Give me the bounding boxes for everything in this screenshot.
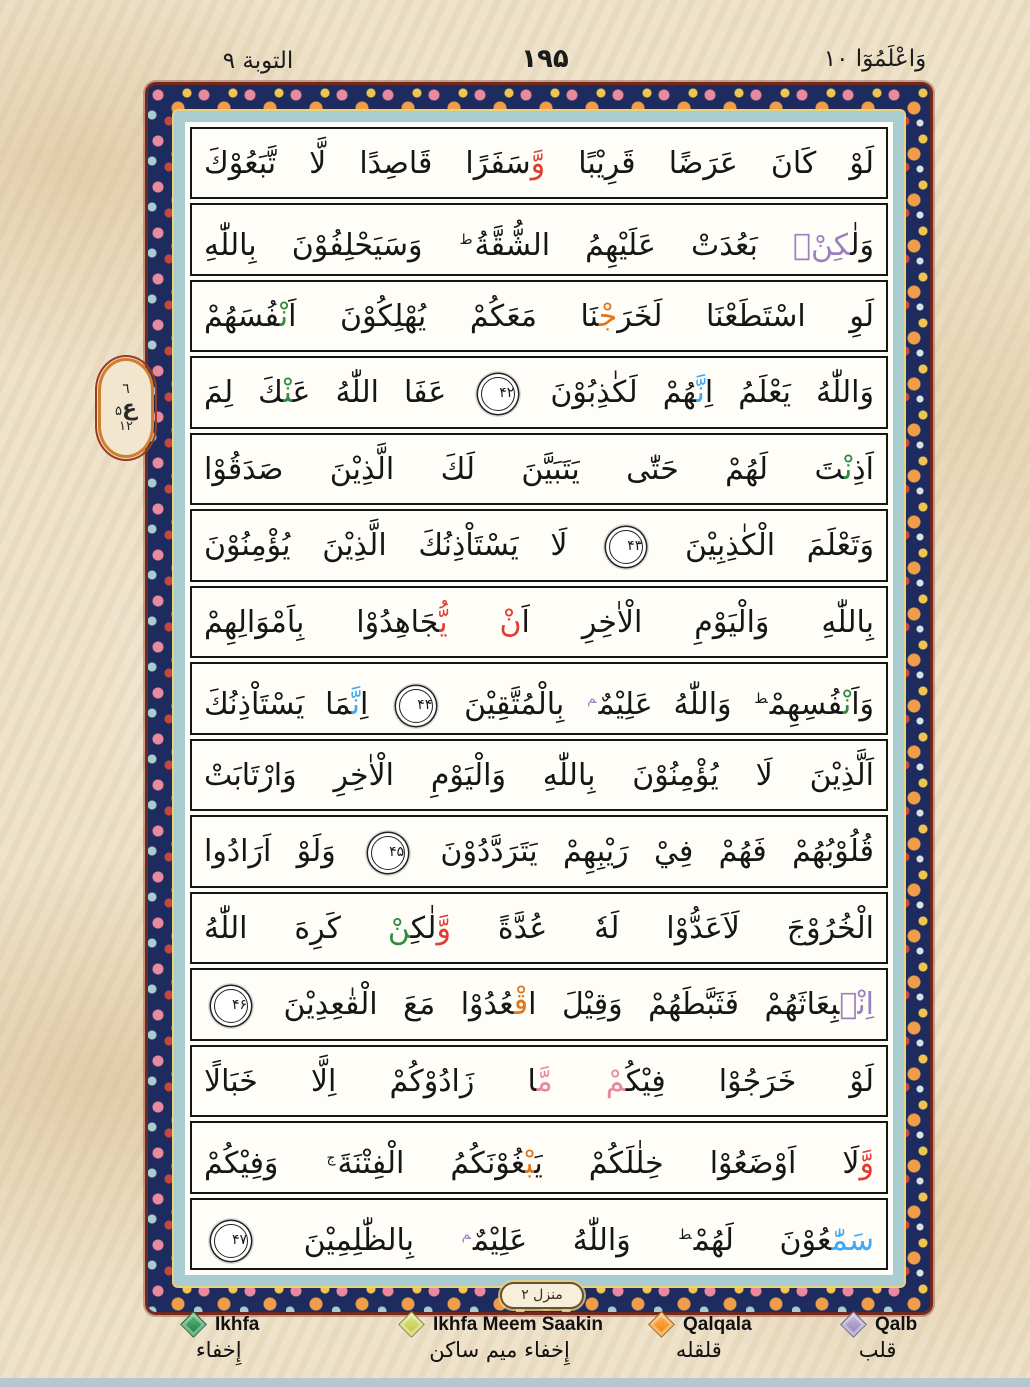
text-segment: وَّ xyxy=(436,910,451,946)
text-segment: نْ‍ xyxy=(843,451,853,487)
legend-label-en: Ikhfa xyxy=(215,1313,260,1335)
text-segment: ‍جَاهِدُوْا بِاَمْوَالِهِمْ xyxy=(204,604,440,640)
legend-item xyxy=(646,1312,752,1362)
text-segment: بِاللّٰهِ وَالْيَوْمِ الْاٰخِرِ اَ xyxy=(521,604,874,640)
legend-label-ar: إِخفاء xyxy=(195,1338,242,1362)
text-segment: وَلٰ‍ xyxy=(850,228,874,264)
text-segment: ‍بْ‍ xyxy=(525,1146,535,1182)
text-segment: نَّ‍ xyxy=(351,687,361,723)
text-segment: بِالظّٰلِمِيْنَ xyxy=(258,1222,460,1258)
legend-row xyxy=(838,1312,917,1337)
text-segment: لَا يَسْتَاْذِنُكَ الَّذِيْنَ يُؤْمِنُوْنَ xyxy=(204,528,600,564)
text-segment: بِالْمُتَّقِيْنَ xyxy=(443,687,586,723)
quran-line xyxy=(190,1198,888,1270)
text-segment: وَسَيَحْلِفُوْنَ بِاللّٰهِ xyxy=(204,228,458,264)
legend-diamond-icon xyxy=(840,1311,867,1338)
text-segment: ‍بِعَاثَهُمْ فَثَبَّطَهُمْ وَقِيْلَ ا xyxy=(528,987,840,1023)
ain-glyph: ع xyxy=(121,395,137,421)
waqf-mark: م xyxy=(461,1226,471,1243)
text-segment: سَمّٰ‍ xyxy=(831,1222,874,1258)
text-segment: وَاَ xyxy=(851,687,875,723)
legend-item xyxy=(178,1312,259,1362)
text-segment: ‍عُدُوْا مَعَ الْقٰعِدِيْنَ xyxy=(258,987,514,1023)
legend-row xyxy=(178,1312,259,1337)
legend-diamond-icon xyxy=(180,1311,207,1338)
text-segment: سَفَرًا قَاصِدًا لَّا تَّبَعُوْكَ xyxy=(204,146,531,181)
verse-number-badge: ۴۶ xyxy=(214,989,248,1023)
text-segment: كَرِهَ اللّٰهُ xyxy=(204,910,388,946)
text-segment: ‍كِنْۢ xyxy=(792,228,851,264)
text-segment: ‍نَا مَعَكُمْ يُهْلِكُوْنَ اَ xyxy=(288,298,599,334)
ain-ruku-marker xyxy=(115,397,137,420)
text-segment: ‍نْ xyxy=(387,910,411,946)
text-segment: اَلَّذِيْنَ لَا يُؤْمِنُوْنَ بِاللّٰهِ وَالْيَوْمِ الْاٰخِرِ وَارْتَابَتْ xyxy=(204,757,874,793)
ruku-number-bottom: ١٢ xyxy=(119,419,133,435)
quran-line xyxy=(190,433,888,505)
legend-diamond-icon xyxy=(398,1311,425,1338)
text-segment: ‍مَا يَسْتَاْذِنُكَ xyxy=(204,687,352,723)
text-segment: لَوْ كَانَ عَرَضًا قَرِيْبًا xyxy=(545,146,874,181)
ruku-margin-medallion xyxy=(98,358,154,458)
verse-number-badge: ۴۳ xyxy=(609,530,643,564)
quran-text-block xyxy=(185,122,893,1275)
text-segment: وَاللّٰهُ يَعْلَمُ اِ xyxy=(704,375,875,411)
text-segment: نْ‍ xyxy=(279,298,289,334)
text-segment: بَعُدَتْ عَلَيْهِمُ الشُّقَّةُ xyxy=(474,228,793,264)
legend-item xyxy=(396,1312,603,1362)
manzil-cartouche: منزل ٢ xyxy=(500,1282,584,1309)
ruku-number-top: ٦ xyxy=(122,381,130,398)
waqf-mark: ط xyxy=(678,1226,692,1243)
legend-label-en: Qalqala xyxy=(683,1313,752,1335)
juz-title: وَاعْلَمُوٓا ١٠ xyxy=(823,46,927,72)
quran-line xyxy=(190,356,888,428)
quran-line xyxy=(190,127,888,199)
legend-row xyxy=(646,1312,752,1337)
text-segment: الْخُرُوْجَ لَاَعَدُّوْا لَهٗ عُدَّةً xyxy=(450,910,874,946)
text-segment: وَّ xyxy=(530,146,546,181)
text-segment: ‍غُوْنَكُمُ الْفِتْنَةَ xyxy=(337,1146,526,1182)
quran-line xyxy=(190,280,888,352)
quran-line xyxy=(190,586,888,658)
legend-label-en: Qalb xyxy=(875,1313,918,1335)
text-segment: قْ‍ xyxy=(513,987,529,1023)
text-segment: ‍فُسَهُمْ xyxy=(204,298,280,334)
quran-line xyxy=(190,739,888,811)
quran-line xyxy=(190,815,888,887)
legend-label-ar: قلب xyxy=(858,1338,897,1362)
text-segment: عَفَا اللّٰهُ عَ‍ xyxy=(292,375,472,411)
verse-number-badge: ۴۴ xyxy=(399,689,433,723)
text-segment: نْ‍ xyxy=(842,687,852,723)
quran-line xyxy=(190,892,888,964)
text-segment: ‍نْ‍ xyxy=(283,375,293,411)
quran-line xyxy=(190,662,888,734)
text-segment: ‍كَ لِمَ xyxy=(204,375,284,411)
waqf-mark: ط xyxy=(459,232,473,249)
text-segment: ‍هُمْ لَكٰذِبُوْنَ xyxy=(525,375,697,411)
text-segment: لَوِ اسْتَطَعْنَا لَخَرَ xyxy=(617,298,874,334)
text-segment: اِ xyxy=(360,687,390,723)
text-segment: وَّ xyxy=(859,1146,874,1182)
text-segment: نْ يُّ‍ xyxy=(439,604,522,640)
scan-edge-strip xyxy=(0,1378,1030,1387)
text-segment: وَلَوْ اَرَادُوا xyxy=(204,834,362,870)
quran-line xyxy=(190,203,888,275)
quran-line xyxy=(190,1045,888,1117)
waqf-mark: ج xyxy=(326,1150,336,1167)
verse-number-badge: ۴۲ xyxy=(481,377,515,411)
quran-line xyxy=(190,1121,888,1193)
text-segment: ‍فُسِهِمْ xyxy=(769,687,843,723)
text-segment: وَاللّٰهُ عَلِيْمٌ xyxy=(472,1222,677,1258)
legend-diamond-icon xyxy=(648,1311,675,1338)
text-segment: لَوْ خَرَجُوْا فِيْكُ‍ xyxy=(625,1063,874,1099)
waqf-mark: م xyxy=(587,691,597,708)
text-segment: جْ‍ xyxy=(598,298,618,334)
text-segment: لٰكِ‍ xyxy=(410,910,437,946)
ornamental-border xyxy=(148,85,930,1312)
quran-line xyxy=(190,509,888,581)
ruku-ayah-count: ۵ xyxy=(114,403,122,419)
text-segment: نَّ‍ xyxy=(696,375,705,411)
text-segment: وَاللّٰهُ عَلِيْمٌ xyxy=(598,687,753,723)
quran-line xyxy=(190,968,888,1040)
legend-row xyxy=(396,1312,603,1337)
text-segment: وَفِيْكُمْ xyxy=(204,1146,325,1182)
waqf-mark: ط xyxy=(754,691,768,708)
text-segment: وَتَعْلَمَ الْكٰذِبِيْنَ xyxy=(653,528,874,564)
verse-number-badge: ۴۷ xyxy=(214,1224,248,1258)
text-segment: اِنْۢ‍ xyxy=(839,987,875,1023)
legend-label-en: Ikhfa Meem Saakin xyxy=(433,1313,604,1335)
text-segment: لَا اَوْضَعُوْا خِلٰلَكُمْ يَ‍ xyxy=(534,1146,860,1182)
legend-label-ar: إِخفاء ميم ساكن xyxy=(429,1338,570,1362)
border-inner-scallop xyxy=(174,111,904,1286)
text-segment: اَذِ xyxy=(852,451,874,487)
text-segment: ‍مْ مَّ‍ xyxy=(536,1063,626,1099)
legend-item xyxy=(838,1312,917,1362)
text-segment: ‍ا زَادُوْكُمْ اِلَّا خَبَالًا xyxy=(204,1063,537,1099)
verse-number-badge: ۴۵ xyxy=(371,836,405,870)
legend-label-ar: قلقله xyxy=(675,1338,722,1362)
text-segment: قُلُوْبُهُمْ فَهُمْ فِيْ رَيْبِهِمْ يَتَرَدَّدُوْنَ xyxy=(415,834,874,870)
text-segment: ‍تَ لَهُمْ حَتّٰى يَتَبَيَّنَ لَكَ الَّذِيْنَ صَدَقُوْا xyxy=(204,451,844,487)
page-number: ۱۹۵ xyxy=(521,44,569,74)
surah-title: التوبة ٩ xyxy=(222,48,294,74)
text-segment: ‍عُوْنَ لَهُمْ xyxy=(693,1222,832,1258)
